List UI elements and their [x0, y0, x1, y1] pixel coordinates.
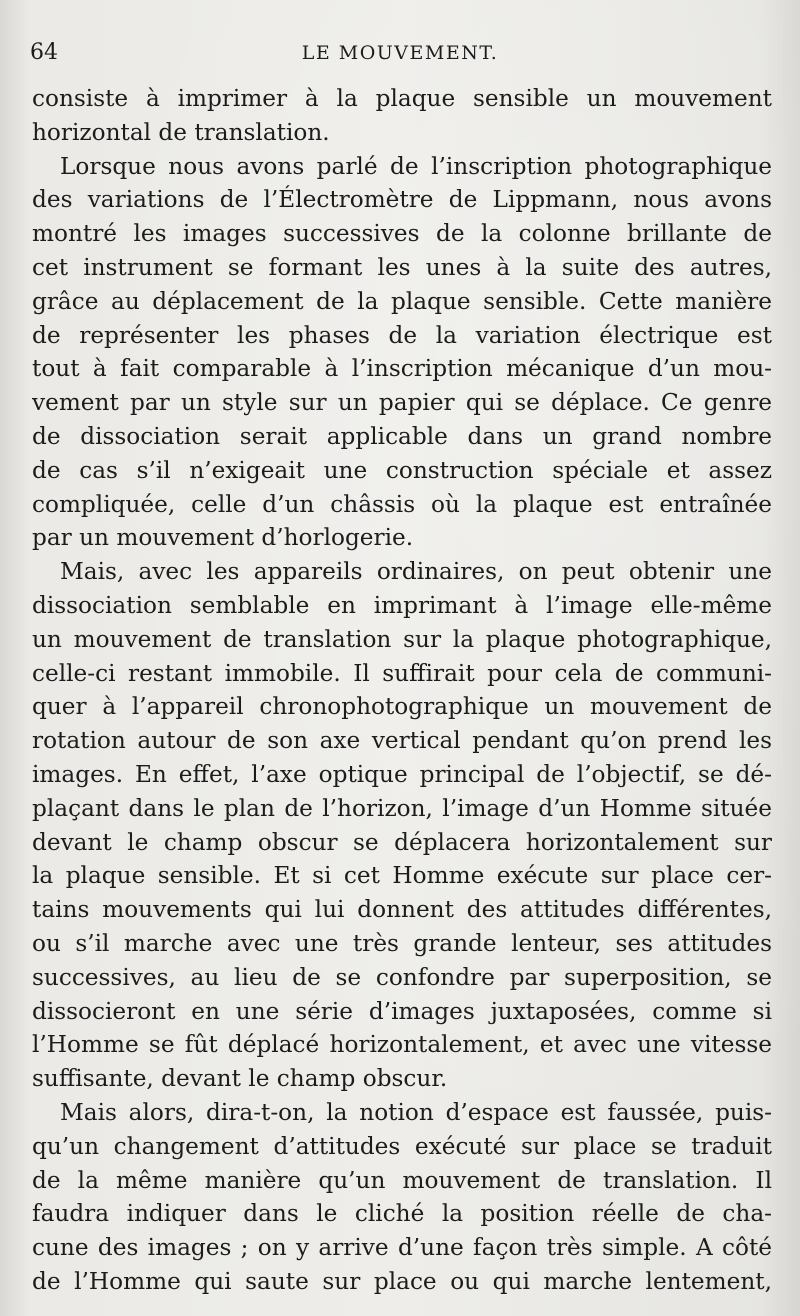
text-line: de l’Homme qui saute sur place ou qui marche lentement,	[32, 1267, 772, 1295]
text-line: consiste à imprimer à la plaque sensible un mouvement	[32, 85, 772, 112]
text-line: la plaque sensible. Et si cet Homme exécute sur place cer-	[32, 862, 772, 890]
text-line: successives, au lieu de se confondre par superposition, se	[32, 963, 772, 991]
text-line: de dissociation serait applicable dans un grand nombre	[32, 422, 772, 450]
page-header	[30, 40, 770, 74]
text-line: dissociation semblable en imprimant à l’image elle-même	[32, 591, 772, 619]
text-line: tains mouvements qui lui donnent des attitudes différentes,	[32, 896, 772, 924]
text-line: grâce au déplacement de la plaque sensible. Cette manière	[32, 287, 772, 315]
text-line: Mais alors, dira-t-on, la notion d’espace est faussée, puis-	[60, 1098, 772, 1126]
text-line: un mouvement de translation sur la plaque photographique,	[32, 625, 772, 653]
text-line: devant le champ obscur se déplacera horizontalement sur	[32, 828, 772, 856]
text-line: de la même manière qu’un mouvement de translation. Il	[32, 1166, 772, 1194]
text-line: compliquée, celle d’un châssis où la plaque est entraînée	[32, 490, 772, 518]
page-number: 64	[30, 40, 58, 65]
text-line: plaçant dans le plan de l’horizon, l’image d’un Homme située	[32, 794, 772, 822]
text-line: dissocieront en une série d’images juxtaposées, comme si	[32, 997, 772, 1025]
text-line: Lorsque nous avons parlé de l’inscription photographique	[60, 152, 772, 180]
text-line: rotation autour de son axe vertical pendant qu’on prend les	[32, 727, 772, 755]
text-line: faudra indiquer dans le cliché la position réelle de cha-	[32, 1200, 772, 1228]
text-line: vement par un style sur un papier qui se déplace. Ce genre	[32, 389, 772, 417]
text-line: Mais, avec les appareils ordinaires, on peut obtenir une	[60, 558, 772, 586]
text-line: horizontal de translation.	[32, 118, 330, 146]
text-line: montré les images successives de la colonne brillante de	[32, 220, 772, 248]
body-text	[32, 82, 772, 1299]
text-line: tout à fait comparable à l’inscription mécanique d’un mou-	[32, 355, 772, 383]
text-line: celle-ci restant immobile. Il suffirait pour cela de communi-	[32, 659, 772, 687]
text-line: qu’un changement d’attitudes exécuté sur place se traduit	[32, 1132, 772, 1160]
text-line: l’Homme se fût déplacé horizontalement, et avec une vitesse	[32, 1031, 772, 1059]
text-line: cune des images ; on y arrive d’une façon très simple. A côté	[32, 1234, 772, 1262]
text-line: ou s’il marche avec une très grande lenteur, ses attitudes	[32, 929, 772, 957]
text-line: images. En effet, l’axe optique principal de l’objectif, se dé-	[32, 760, 772, 788]
text-line: quer à l’appareil chronophotographique un mouvement de	[32, 693, 772, 721]
text-line: des variations de l’Électromètre de Lippmann, nous avons	[32, 186, 772, 214]
text-line: par un mouvement d’horlogerie.	[32, 524, 414, 552]
running-title: LE MOUVEMENT.	[301, 42, 499, 64]
text-line: de cas s’il n’exigeait une construction spéciale et assez	[32, 456, 772, 484]
text-line: suffisante, devant le champ obscur.	[32, 1065, 448, 1093]
text-line: de représenter les phases de la variation électrique est	[32, 321, 772, 349]
text-line: cet instrument se formant les unes à la suite des autres,	[32, 253, 772, 281]
